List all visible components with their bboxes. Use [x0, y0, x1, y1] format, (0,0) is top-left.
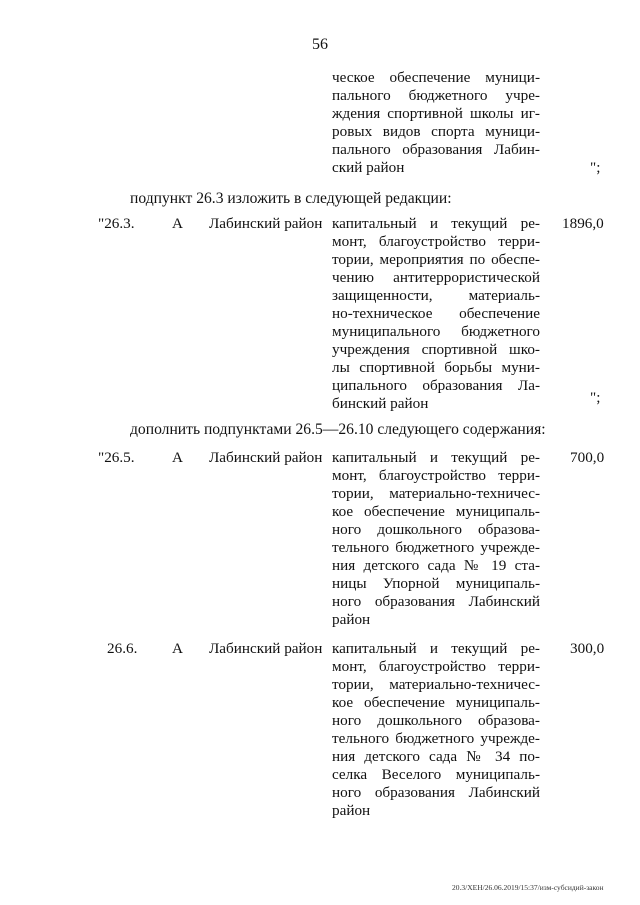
description-line: учреждения спортивной шко-	[332, 341, 540, 358]
description-line: тории, материально-техничес-	[332, 485, 540, 502]
description-line: селка Веселого муниципаль-	[332, 766, 540, 783]
row-number: "26.5.	[98, 449, 135, 466]
description-line: капитальный и текущий ре-	[332, 640, 540, 657]
description-line: защищенности, материаль-	[332, 287, 540, 304]
description-line: ния детского сада № 19 ста-	[332, 557, 540, 574]
row-district: Лабинский район	[209, 215, 323, 232]
description-line: ния детского сада № 34 по-	[332, 748, 540, 765]
description-line: монт, благоустройство терри-	[332, 233, 540, 250]
row-description	[332, 215, 540, 413]
section-heading: подпункт 26.3 изложить в следующей редакции:	[130, 190, 452, 207]
section-heading: дополнить подпунктами 26.5—26.10 следующего содержания:	[130, 421, 546, 438]
continued-description	[332, 69, 540, 177]
row-number: 26.6.	[107, 640, 138, 657]
row-description	[332, 640, 540, 820]
description-line: кое обеспечение муниципаль-	[332, 503, 540, 520]
description-line: ного дошкольного образова-	[332, 521, 540, 538]
row-description	[332, 449, 540, 629]
description-line: тельного бюджетного учрежде-	[332, 730, 540, 747]
closing-quote: ";	[590, 389, 601, 406]
description-line: капитальный и текущий ре-	[332, 215, 540, 232]
description-line: пального образования Лабин-	[332, 141, 540, 158]
description-line: район	[332, 802, 371, 819]
description-line: ческое обеспечение муници-	[332, 69, 540, 86]
description-line: тории, материально-техничес-	[332, 676, 540, 693]
description-line: тельного бюджетного учрежде-	[332, 539, 540, 556]
closing-quote: ";	[590, 159, 601, 176]
description-line: чению антитеррористической	[332, 269, 540, 286]
description-line: муниципального бюджетного	[332, 323, 540, 340]
description-line: но-техническое обеспечение	[332, 305, 540, 322]
description-line: ский район	[332, 159, 405, 176]
description-line: лы спортивной борьбы муни-	[332, 359, 540, 376]
description-line: ровых видов спорта муници-	[332, 123, 540, 140]
description-line: ципального образования Ла-	[332, 377, 540, 394]
page-number: 56	[312, 36, 328, 53]
description-line: бинский район	[332, 395, 429, 412]
document-footer: 20.3/ХЕН/26.06.2019/15:37/изм-субсидий-закон	[452, 883, 604, 892]
row-amount: 700,0	[570, 449, 605, 466]
row-letter: А	[172, 640, 183, 657]
description-line: ного дошкольного образова-	[332, 712, 540, 729]
row-amount: 300,0	[570, 640, 605, 657]
description-line: ницы Упорной муниципаль-	[332, 575, 540, 592]
row-district: Лабинский район	[209, 640, 323, 657]
row-letter: А	[172, 449, 183, 466]
description-line: кое обеспечение муниципаль-	[332, 694, 540, 711]
description-line: тории, мероприятия по обеспе-	[332, 251, 540, 268]
description-line: капитальный и текущий ре-	[332, 449, 540, 466]
description-line: район	[332, 611, 371, 628]
row-district: Лабинский район	[209, 449, 323, 466]
row-number: "26.3.	[98, 215, 135, 232]
description-line: ного образования Лабинский	[332, 593, 540, 610]
description-line: ного образования Лабинский	[332, 784, 540, 801]
row-letter: А	[172, 215, 183, 232]
description-line: монт, благоустройство терри-	[332, 658, 540, 675]
description-line: ждения спортивной школы иг-	[332, 105, 540, 122]
description-line: пального бюджетного учре-	[332, 87, 540, 104]
description-line: монт, благоустройство терри-	[332, 467, 540, 484]
row-amount: 1896,0	[562, 215, 604, 232]
